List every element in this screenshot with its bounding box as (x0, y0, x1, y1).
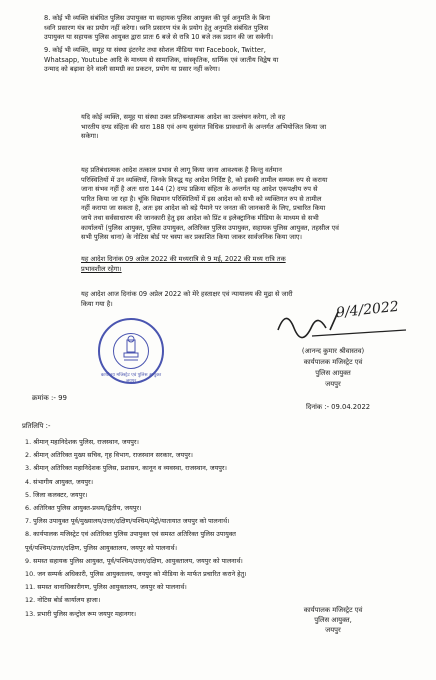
clause-9 (44, 46, 420, 75)
clause-line: Whatsapp, Youtube आदि के माध्यम से सामाजिक, सांस्कृतिक, धार्मिक एवं जातीय विद्वेष या (44, 55, 279, 64)
signature-date: 9/4/2022 (335, 298, 400, 322)
recipient-item: 8. कार्यपालक मजिस्ट्रेट एवं अतिरिक्त पुलिस उपायुक्त एवं समस्त अतिरिक्त पुलिस उपायुक्त (25, 530, 236, 539)
footer-signatory (258, 605, 408, 635)
signatory-designation-1: कार्यपालक मजिस्ट्रेट एवं (303, 358, 363, 366)
reference-number: क्रमांक :- 99 (32, 394, 67, 402)
clause-line: 9. कोई भी व्यक्ति, समूह या संस्था इंटरनेट तथा सोशल मीडिया यथा Facebook, Twitter, (44, 46, 266, 54)
recipient-item: पूर्व/पश्चिम/उत्तर/दक्षिण, पुलिस आयुक्तालय, जयपुर को पालनार्थ। (25, 543, 178, 552)
paragraph-line: जाना संभव नहीं है अतः धारा 144 (2) दण्ड प्रक्रिया संहिता के अन्तर्गत यह आदेश एकपक्षीय रुप से (81, 185, 318, 194)
recipient-item: 4. संभागीय आयुक्त, जयपुर। (25, 477, 94, 486)
paragraph-line: परिस्थितियों में उन व्यक्तियों, जिनके विरुद्ध यह आदेश निर्दिष्ट है, को इसकी तामील सम्यक रुप से कराया (81, 175, 328, 184)
copy-to-label: प्रतिलिपि :- (22, 422, 51, 430)
signatory-city: जयपुर (325, 380, 341, 388)
recipient-item: 3. श्रीमान् अतिरिक्त महानिदेशक पुलिस, प्रशासन, कानून व व्यवस्था, राजस्थान, जयपुर। (25, 464, 227, 473)
recipient-item: 7. पुलिस उपायुक्त पूर्व/मुख्यालय/उत्तर/दक्षिण/पश्चिम/मेट्रो/यातायात जयपुर को पालनार्थ। (25, 517, 230, 526)
paragraph-line: जाये तथा सर्वसाधारण की जानकारी हेतु इस आदेश को प्रिंट व इलेक्ट्रानिक मीडिया के माध्यम से सभी (81, 213, 319, 222)
paragraph-line: यह आदेश आज दिनांक 09 अप्रेल 2022 को मेरे हस्ताक्षर एवं न्यायालय की मुद्रा से जारी (81, 290, 293, 298)
clause-8 (44, 14, 420, 43)
signatory-name: (आनन्द कुमार श्रीवास्तव) (301, 347, 365, 355)
court-seal (98, 318, 164, 384)
violation-paragraph (25, 113, 420, 142)
recipient-item: 11. समस्त थानाधिकारीगण, पुलिस आयुक्तालय, जयपुर को पालनार्थ। (25, 583, 187, 592)
paragraph-line: किया गया है। (81, 299, 113, 308)
clause-line: 8. कोई भी व्यक्ति संबंधित पुलिस उपायुक्त या सहायक पुलिस आयुक्त की पूर्व अनुमति के बिना (44, 14, 270, 22)
recipient-item: 1. श्रीमान् महानिदेशक पुलिस, राजस्थान, जयपुर। (25, 438, 139, 446)
recipient-item: 5. जिला कलक्टर, जयपुर। (25, 490, 88, 499)
order-date: दिनांक :- 09.04.2022 (306, 403, 371, 411)
effective-period-paragraph (25, 255, 420, 274)
paragraph-line: यह प्रतिबंधात्मक आदेश तत्काल प्रभाव से लागू किया जाना आवश्यक है किन्तु वर्तमान (81, 166, 282, 174)
paragraph-line: पारित किया जा रहा है। चूंकि विद्यमान परिस्थितियों में इस आदेश को सभी को व्यक्तिगत रुप से तामील (81, 194, 322, 203)
paragraph-line: यह आदेश दिनांक 09 अप्रेल 2022 की मध्यरात्रि से 9 मई, 2022 की मध्य रात्रि तक (81, 255, 286, 263)
recipients-list (25, 436, 420, 621)
paragraph-line: नहीं कराया जा सकता है, अतः इस आदेश को बड़े पैमाने पर जनता की जानकारी के लिए, प्रचारित किया (81, 204, 326, 213)
recipient-item: 2. श्रीमान् अतिरिक्त मुख्य सचिव, गृह विभाग, राजस्थान सरकार, जयपुर। (25, 451, 193, 460)
footer-line-1: कार्यपालक मजिस्ट्रेट एवं (303, 606, 363, 614)
clause-line: उपायुक्त या सहायक पुलिस आयुक्त द्वारा प्रातः 6 बजे से रात्रि 10 बजे तक प्रदान की जा सकेगी। (44, 33, 273, 42)
footer-line-3: जयपुर (325, 626, 341, 634)
paragraph-line: सभी पुलिस थाना) के नोटिस बोर्ड पर चस्पा कर प्रकाशित किया जाकर सार्वजनिक किया जाए। (81, 233, 303, 242)
recipient-item: 13. प्रभारी पुलिस कन्ट्रोल रूम जयपुर महानगर। (25, 609, 136, 618)
paragraph-line: सकेगा। (81, 132, 99, 141)
urgency-paragraph (25, 166, 420, 243)
recipient-item: 9. समस्त सहायक पुलिस आयुक्त, पूर्व/पश्चिम/उत्तर/दक्षिण, आयुक्तालय, जयपुर को पालनार्थ। (25, 556, 243, 565)
footer-line-2: पुलिस आयुक्त, (314, 616, 352, 624)
seal-text: कार्यालय मजिस्ट्रेट एवं पुलिस आयुक्त जयपुर (100, 373, 162, 384)
paragraph-line: यदि कोई व्यक्ति, समूह या संस्था उक्त प्रतिबन्धात्मक आदेश का उल्लंघन करेगा, तो वह (81, 113, 286, 121)
paragraph-line: प्रभावशील रहेगा। (81, 264, 122, 273)
clause-line: ध्वनि प्रसारण यंत्र का प्रयोग नहीं करेगा। ध्वनि प्रसारण यंत्र के प्रयोग हेतु अनुमति संबंधित पुलिस (44, 23, 269, 32)
paragraph-line: कार्यालयों (पुलिस आयुक्त, पुलिस उपायुक्त, अतिरिक्त पुलिस उपायुक्त, सहायक पुलिस आयुक्त, तहसील एवं (81, 223, 339, 232)
paragraph-line: भारतीय दण्ड संहिता की धारा 188 एवं अन्य सुसंगत विधिक प्रावधानों के अन्तर्गत अभियोजित किया जा (81, 122, 327, 131)
recipient-item: 6. अतिरिक्त पुलिस आयुक्त-प्रथम/द्वितीय, जयपुर। (25, 504, 142, 513)
recipient-item: 12. नोटिस बोर्ड कार्यालय हाजा। (25, 596, 101, 605)
clause-line: उन्माद को बढ़ावा देने वाली सामग्री का प्रकटन, प्रयोग या प्रसार नहीं करेगा। (44, 65, 220, 74)
signatory-designation-2: पुलिस आयुक्त (315, 369, 351, 377)
signatory-block (258, 346, 408, 390)
recipient-item: 10. जन सम्पर्क अधिकारी, पुलिस आयुक्तालय, जयपुर को मीडिया के मार्फत प्रचारित कराने हेतु। (25, 570, 247, 579)
lion-capital-icon (114, 334, 148, 368)
emblem-icon (113, 333, 149, 369)
